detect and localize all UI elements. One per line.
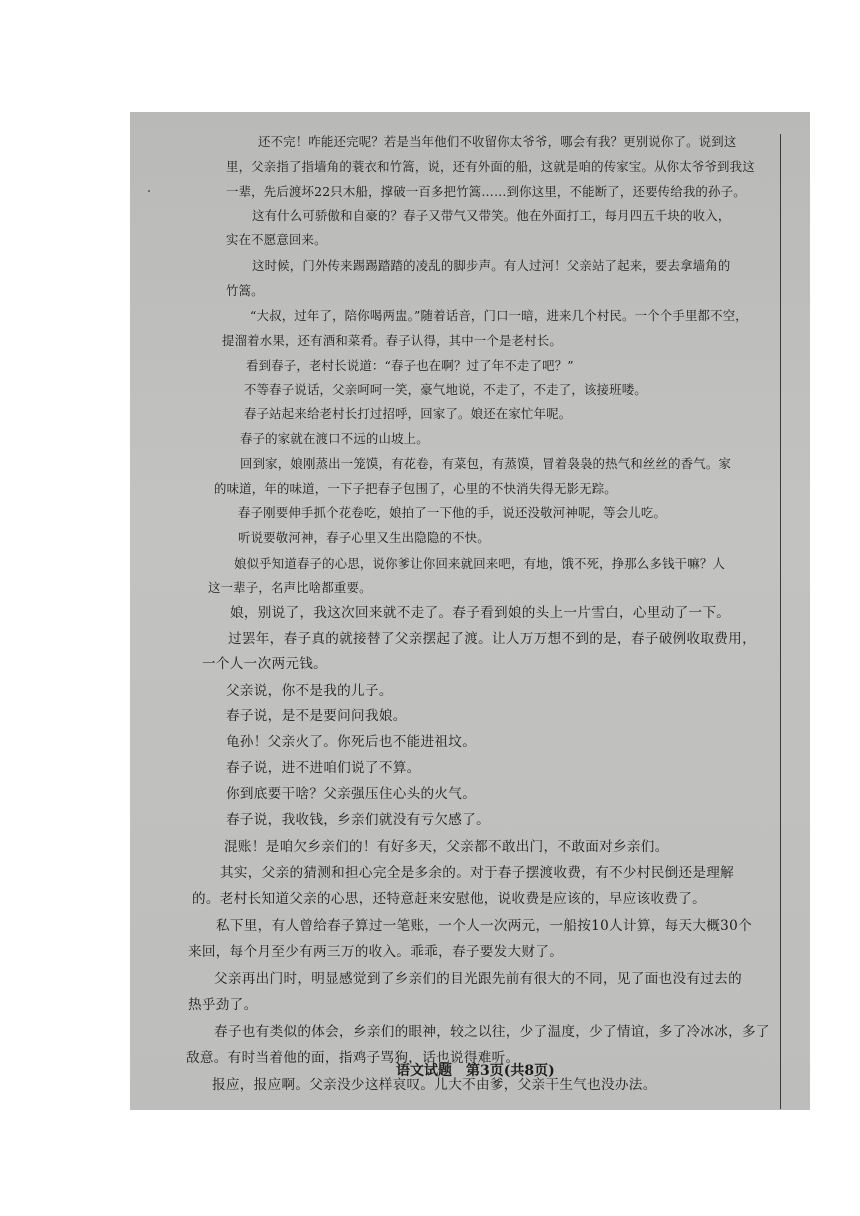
speck (148, 190, 150, 192)
text-line: 实在不愿意回来。 (226, 232, 327, 247)
text-line: 里，父亲指了指墙角的蓑衣和竹篙，说，还有外面的船，这就是咱的传家宝。从你太爷爷到我这 (226, 159, 755, 174)
text-line: 还不完！咋能还完呢？若是当年他们不收留你太爷爷，哪会有我？更别说你了。说到这 (258, 134, 737, 149)
text-line: 不等春子说话，父亲呵呵一笑，豪气地说，不走了，不走了，该接班喽。 (244, 382, 647, 397)
text-line: 娘，别说了，我这次回来就不走了。春子看到娘的头上一片雪白，心里动了一下。 (230, 605, 731, 621)
text-line: 看到春子，老村长说道：“春子也在啊？过了年不走了吧？” (246, 358, 574, 373)
text-line: 一辈，先后渡坏22只木船，撑破一百多把竹篙……到你这里，不能断了，还要传给我的孙子。 (226, 184, 746, 199)
text-line: 父亲说，你不是我的儿子。 (226, 683, 393, 699)
text-line: 春子站起来给老村长打过招呼，回家了。娘还在家忙年呢。 (244, 406, 572, 421)
text-line: 你到底要干啥？父亲强压住心头的火气。 (226, 786, 477, 802)
text-line: 的味道，年的味道，一下子把春子包围了，心里的不快消失得无影无踪。 (214, 481, 617, 496)
text-line: 这时候，门外传来踢踢踏踏的凌乱的脚步声。有人过河！父亲站了起来，要去拿墙角的 (252, 258, 731, 273)
text-line: 混账！是咱欠乡亲们的！有好多天，父亲都不敢出门，不敢面对乡亲们。 (224, 839, 669, 855)
text-line: 春子说，是不是要问问我娘。 (226, 708, 407, 724)
text-line: 春子说，我收钱，乡亲们就没有亏欠感了。 (226, 812, 490, 828)
text-line: 这一辈子，名声比啥都重要。 (208, 580, 372, 595)
text-line: 热乎劲了。 (188, 997, 258, 1013)
text-line: 其实，父亲的猜测和担心完全是多余的。对于春子摆渡收费，有不少村民倒还是理解 (220, 865, 735, 881)
text-line: 春子的家就在渡口不远的山坡上。 (240, 431, 429, 446)
text-line: 竹篙。 (226, 283, 264, 298)
text-line: 春子也有类似的体会，乡亲们的眼神，较之以往，少了温度，少了情谊，多了冷冰冰，多了 (214, 1024, 770, 1040)
text-line: 过罢年，春子真的就接替了父亲摆起了渡。让人万万想不到的是，春子破例收取费用， (228, 631, 756, 647)
page-footer: 语文试题 第3页(共8页) (396, 1063, 555, 1079)
text-line: 这有什么可骄傲和自豪的？春子又带气又带笑。他在外面打工，每月四五千块的收入， (252, 208, 731, 223)
text-line: “大叔，过年了，陪你喝两盅。”随着话音，门口一暗，进来几个村民。一个个手里都不空， (250, 308, 748, 323)
text-line: 父亲再出门时，明显感觉到了乡亲们的目光跟先前有很大的不同，见了面也没有过去的 (214, 971, 742, 987)
text-line: 娘似乎知道春子的心思，说你爹让你回来就回来吧，有地，饿不死，挣那么多钱干嘛？人 (234, 556, 726, 571)
exam-page-photo (130, 112, 810, 1110)
text-line: 听说要敬河神，春子心里又生出隐隐的不快。 (238, 530, 490, 545)
text-line: 来回，每个月至少有两三万的收入。乖乖，春子要发大财了。 (188, 944, 564, 960)
text-line: 一个人一次两元钱。 (202, 656, 328, 672)
text-line: 春子说，进不进咱们说了不算。 (226, 760, 421, 776)
text-line: 龟孙！父亲火了。你死后也不能进祖坟。 (226, 734, 477, 750)
margin-rule (780, 134, 781, 1109)
text-line: 报应，报应啊。父亲没少这样哀叹。儿大不由爹，父亲干生气也没办法。 (212, 1077, 657, 1093)
text-line: 春子刚要伸手抓个花卷吃，娘拍了一下他的手，说还没敬河神呢，等会儿吃。 (238, 505, 667, 520)
text-line: 私下里，有人曾给春子算过一笔账，一个人一次两元，一船按10人计算，每天大概30个 (216, 918, 752, 934)
text-line: 提溜着水果，还有酒和菜肴。春子认得，其中一个是老村长。 (222, 333, 562, 348)
text-line: 敌意。有时当着他的面，指鸡子骂狗，话也说得难听。 (186, 1050, 520, 1066)
text-line: 回到家，娘刚蒸出一笼馍，有花卷，有菜包，有蒸馍，冒着袅袅的热气和丝丝的香气。家 (240, 456, 732, 471)
text-line: 的。老村长知道父亲的心思，还特意赶来安慰他，说收费是应该的，早应该收费了。 (192, 891, 707, 907)
